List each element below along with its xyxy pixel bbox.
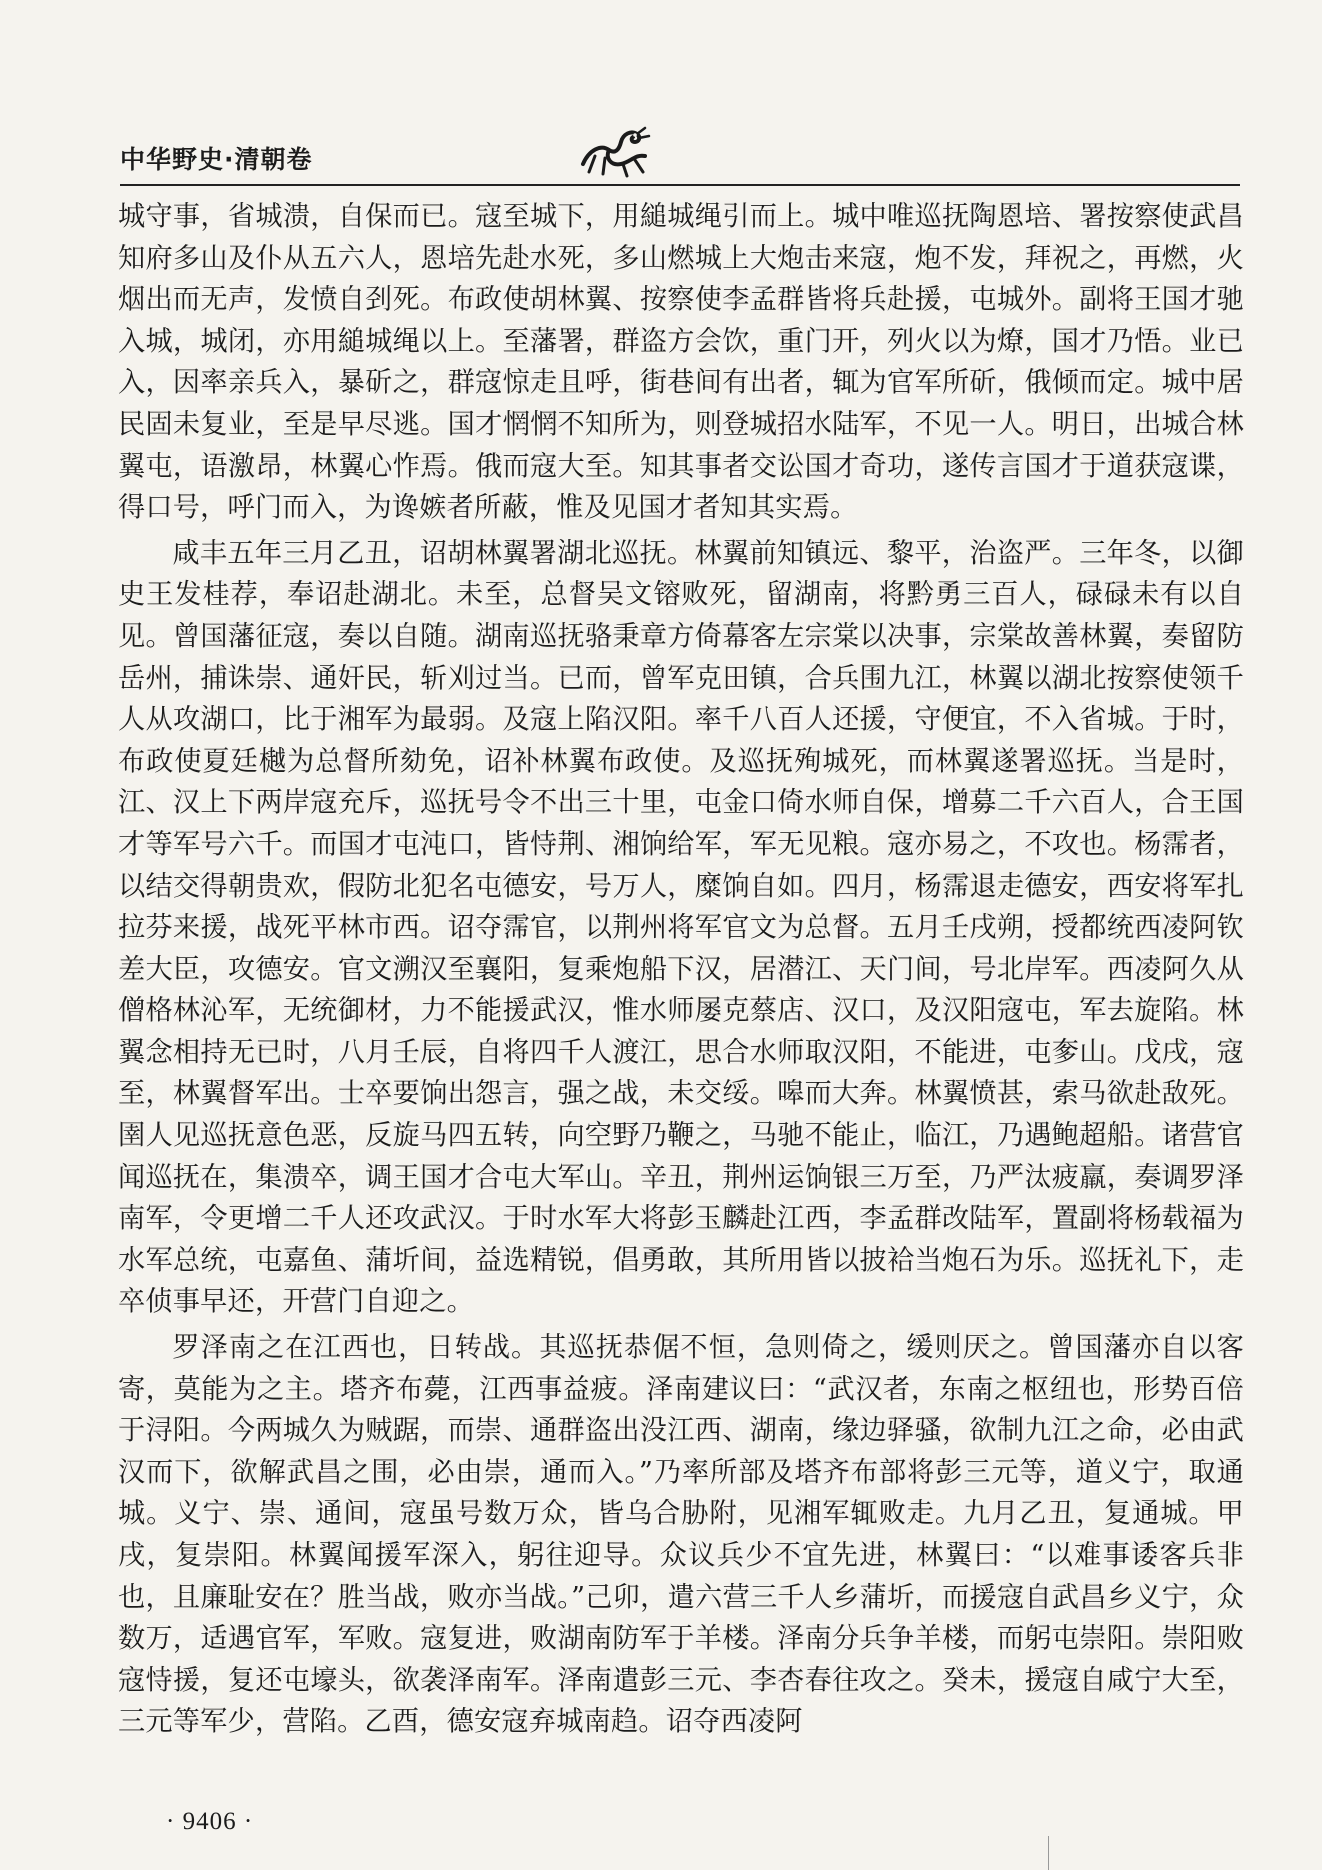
paragraph-3: 罗泽南之在江西也，日转战。其巡抚恭倨不恒，急则倚之，缓则厌之。曾国藩亦自以客寄，莫能为之主。塔齐布薨，江西事益疲。泽南建议曰：“武汉者，东南之枢纽也，形势百倍于浔阳。今两城久为贼踞，而崇、通群盗出没江西、湖南，缘边驿骚，欲制九江之命，必由武汉而下，欲解武昌之围，必由崇，通而入。”乃率所部及塔齐布部将彭三元等，道义宁，取通城。义宁、崇、通间，寇虽号数万众，皆乌合胁附，见湘军辄败走。九月乙丑，复通城。甲戌，复崇阳。林翼闻援军深入，躬往迎导。众议兵少不宜先进，林翼曰：“以难事诿客兵非也，且廉耻安在？胜当战，败亦当战。”己卯，遣六营三千人乡蒲圻，而援寇自武昌乡义宁，众数万，适遇官军，军败。寇复进，败湖南防军于羊楼。泽南分兵争羊楼，而躬屯崇阳。崇阳败寇恃援，复还屯壕头，欲袭泽南军。泽南遣彭三元、李杏春往攻之。癸未，援寇自咸宁大至，三元等军少，营陷。乙酉，德安寇弃城南趋。诏夺西凌阿 <box>118 1332 1244 1738</box>
running-header <box>120 128 1240 184</box>
paragraph-2: 咸丰五年三月乙丑，诏胡林翼署湖北巡抚。林翼前知镇远、黎平，治盗严。三年冬，以御史王发桂荐，奉诏赴湖北。未至，总督吴文镕败死，留湖南，将黔勇三百人，碌碌未有以自见。曾国藩征寇，奏以自随。湖南巡抚骆秉章方倚幕客左宗棠以决事，宗棠故善林翼，奏留防岳州，捕诛崇、通奸民，斩刈过当。已而，曾军克田镇，合兵围九江，林翼以湖北按察使领千人从攻湖口，比于湘军为最弱。及寇上陷汉阳。率千八百人还援，守便宜，不入省城。于时，布政使夏廷樾为总督所劾免，诏补林翼布政使。及巡抚殉城死，而林翼遂署巡抚。当是时，江、汉上下两岸寇充斥，巡抚号令不出三十里，屯金口倚水师自保，增募二千六百人，合王国才等军号六千。而国才屯沌口，皆恃荆、湘饷给军，军无见粮。寇亦易之，不攻也。杨霈者，以结交得朝贵欢，假防北犯名屯德安，号万人，糜饷自如。四月，杨霈退走德安，西安将军扎拉芬来援，战死平林市西。诏夺霈官，以荆州将军官文为总督。五月壬戌朔，授都统西凌阿钦差大臣，攻德安。官文溯汉至襄阳，复乘炮船下汉，居潜江、天门间，号北岸军。西凌阿久从僧格林沁军，无统御材，力不能援武汉，惟水师屡克蔡店、汉口，及汉阳寇屯，军去旋陷。林翼念相持无已时，八月壬辰，自将四千人渡江，思合水师取汉阳，不能进，屯奓山。戊戌，寇至，林翼督军出。士卒要饷出怨言，强之战，未交绥。嗥而大奔。林翼愤甚，索马欲赴敌死。圉人见巡抚意色恶，反旋马四五转，向空野乃鞭之，马驰不能止，临江，乃遇鲍超船。诸营官闻巡抚在，集溃卒，调王国才合屯大军山。辛丑，荆州运饷银三万至，乃严汰疲羸，奏调罗泽南军，令更增二千人还攻武汉。于时水军大将彭玉麟赴江西，李孟群改陆军，置副将杨载福为水军总统，屯嘉鱼、蒲圻间，益选精锐，倡勇敢，其所用皆以披袷当炮石为乐。巡抚礼下，走卒侦事早还，开营门自迎之。 <box>118 537 1244 1318</box>
header-rule <box>120 184 1240 186</box>
scan-artifact-line <box>1048 1836 1049 1870</box>
paragraph-1: 城守事，省城溃，自保而已。寇至城下，用縋城绳引而上。城中唯巡抚陶恩培、署按察使武昌知府多山及仆从五六人，恩培先赴水死，多山燃城上大炮击来寇，炮不发，拜祝之，再燃，火烟出而无声，发愤自刭死。布政使胡林翼、按察使李孟群皆将兵赴援，屯城外。副将王国才驰入城，城闭，亦用縋城绳以上。至藩署，群盗方会饮，重门开，列火以为燎，国才乃悟。业已入，因率亲兵入，暴斫之，群寇惊走且呼，街巷间有出者，辄为官军所斫，俄倾而定。城中居民固未复业，至是早尽逃。国才惘惘不知所为，则登城招水陆军，不见一人。明日，出城合林翼屯，语激昂，林翼心怍焉。俄而寇大至。知其事者交讼国才奇功，遂传言国才于道获寇谍，得口号，呼门而入，为谗嫉者所蔽，惟及见国才者知其实焉。 <box>118 201 1244 524</box>
body-text <box>118 196 1244 1747</box>
series-title: 中华野史·清朝卷 <box>120 145 313 174</box>
dragon-emblem-icon <box>575 120 655 180</box>
page-number: · 9406 · <box>166 1808 254 1835</box>
